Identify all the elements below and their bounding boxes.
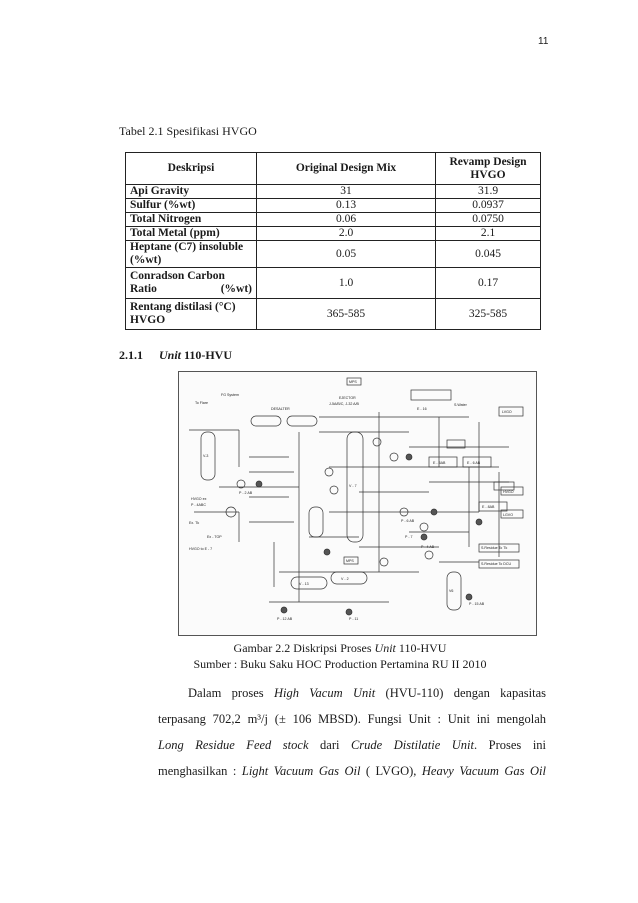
label-p7: P - 7 [405, 535, 413, 539]
section-title-italic: Unit [159, 348, 182, 362]
table-cell: 2.1 [436, 227, 541, 241]
table-row [126, 299, 541, 330]
label-p4ab: P - 4 AB [421, 545, 435, 549]
table-cell: 365-585 [257, 299, 436, 330]
table-cell: 0.17 [436, 268, 541, 299]
label-e5ab: E - 5AB [433, 461, 446, 465]
table-row [126, 185, 541, 199]
table-header-cell: Original Design Mix [257, 153, 436, 185]
text-run: dari [308, 738, 351, 752]
label-desalter: DESALTER [271, 407, 290, 411]
drum-v13 [291, 577, 327, 589]
table-cell: 0.05 [257, 241, 436, 268]
drum-v2 [331, 572, 367, 584]
text-run-italic: Long Residue Feed stock [158, 738, 309, 752]
table-cell: Api Gravity [126, 185, 257, 199]
label-s-water: S.Water [454, 403, 467, 407]
specification-table [125, 152, 541, 330]
table-cell: 31 [257, 185, 436, 199]
label-ejector: EJECTOR [339, 396, 356, 400]
drum-v10 [287, 416, 317, 426]
label-v2: V - 2 [341, 577, 349, 581]
label-mps: MPS [349, 380, 357, 384]
label-e16: E - 16 [417, 407, 427, 411]
table-cell: 1.0 [257, 268, 436, 299]
text-run-italic: Light Vacuum Gas Oil [241, 764, 361, 778]
label-e8ab: E - 8AB [482, 505, 495, 509]
label-to-flare: To Flare [195, 401, 208, 405]
label-v3: V-3 [203, 454, 209, 458]
page-number: 11 [538, 36, 549, 47]
text-run: . Proses ini [474, 738, 547, 752]
label-p12: P - 12 AB [277, 617, 293, 621]
table-cell: Total Nitrogen [126, 213, 257, 227]
table-cell: 0.0937 [436, 199, 541, 213]
label-p6ab: P - 6 AB [401, 519, 415, 523]
table-header-cell: Deskripsi [126, 153, 257, 185]
table-cell: 0.13 [257, 199, 436, 213]
label-v6: V6 [449, 589, 454, 593]
table-row [126, 268, 541, 299]
table-row [126, 227, 541, 241]
label-v13: V - 13 [299, 582, 309, 586]
label-e6ab: E - 6 AB [467, 461, 481, 465]
label-hvgo-e7: HVGO to E - 7 [189, 547, 213, 551]
tower-v15 [309, 507, 323, 537]
text-run-italic: Heavy Vacuum Gas Oil [421, 764, 546, 778]
text-run-italic: Crude Distilatie Unit [350, 738, 475, 752]
table-cell: Sulfur (%wt) [126, 199, 257, 213]
table-cell: 31.9 [436, 185, 541, 199]
body-paragraph [158, 680, 546, 784]
paragraph-line [158, 680, 546, 706]
table-cell: Total Metal (ppm) [126, 227, 257, 241]
table-caption: Tabel 2.1 Spesifikasi HVGO [119, 124, 257, 138]
figure-caption-prefix: Gambar 2.2 Diskripsi Proses [233, 641, 375, 655]
figure-caption [170, 641, 510, 656]
table-header-cell: Revamp Design HVGO [436, 153, 541, 185]
paragraph-line [158, 732, 546, 758]
text-run: ( LVGO), [360, 764, 422, 778]
text-run: (HVU-110) dengan kapasitas [375, 686, 546, 700]
label-p15ab: P - 15 AB [469, 602, 485, 606]
paragraph-line: terpasang 702,2 m³/j (± 106 MBSD). Fungsi Unit : Unit ini mengolah [158, 712, 546, 726]
label-p11: P - 11 [349, 617, 359, 621]
table-row [126, 241, 541, 268]
figure-source: Sumber : Buku Saku HOC Production Pertamina RU II 2010 [193, 657, 487, 671]
table-cell: Conradson Carbon Ratio (%wt) [126, 268, 257, 299]
section-heading [119, 348, 232, 363]
table-cell: Heptane (C7) insoluble (%wt) [126, 241, 257, 268]
label-mps2: MPS [346, 559, 354, 563]
table-cell: 2.0 [257, 227, 436, 241]
section-number: 2.1.1 [119, 348, 143, 362]
process-flow-svg [179, 372, 536, 635]
table-cell: Rentang distilasi (°C) HVGO [126, 299, 257, 330]
diagram-labels [189, 380, 514, 621]
label-ejector-ids: J-5A/B/C, J-32 A/B [329, 402, 359, 406]
paragraph-line [158, 758, 546, 784]
label-residue-dcu: S.Residue To DCU [481, 562, 512, 566]
heat-exchangers [226, 390, 514, 566]
table-row [126, 199, 541, 213]
text-run-italic: High Vacum Unit [273, 686, 376, 700]
table-cell: 0.06 [257, 213, 436, 227]
process-flow-diagram [178, 371, 537, 636]
table-cell: 325-585 [436, 299, 541, 330]
label-hvgo-ex: HVGO ex [191, 497, 207, 501]
label-residue-tk: S.Residue To Tk [481, 546, 508, 550]
table-cell: 0.045 [436, 241, 541, 268]
text-run: menghasilkan : [158, 764, 242, 778]
table-header-row [126, 153, 541, 185]
label-lgvo: LGVO [503, 513, 513, 517]
label-ex-tk: Ex. Tk [189, 521, 200, 525]
table-row [126, 213, 541, 227]
text-run: Dalam proses [188, 686, 274, 700]
label-v7: V - 7 [349, 484, 357, 488]
label-ex-top: Ex - TOP [207, 535, 222, 539]
label-hvgo: HVGO [503, 490, 514, 494]
figure-caption-italic: Unit [374, 641, 396, 655]
drum-v9 [251, 416, 281, 426]
label-fg-system: FG System [221, 393, 239, 397]
label-p2ab: P - 2 AB [239, 491, 253, 495]
label-lvgo: LVGO [502, 410, 512, 414]
section-title: 110-HVU [184, 348, 233, 362]
figure-caption-suffix: 110-HVU [395, 641, 447, 655]
table-cell: 0.0750 [436, 213, 541, 227]
label-hvgo-pump: P - 4ABC [191, 503, 206, 507]
